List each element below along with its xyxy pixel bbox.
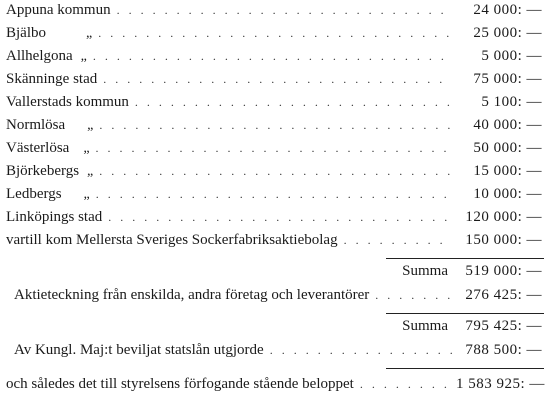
sum-amount: 519 000: — [465, 263, 542, 279]
ditto-mark: „ [80, 49, 87, 64]
dot-leader [270, 343, 452, 358]
entry-name: Aktieteckning från enskilda, andra företag och leverantörer [14, 287, 370, 303]
entry-amount: 15 000: — [473, 163, 542, 179]
entry-amount: 75 000: — [473, 71, 542, 87]
sum-label: Summa [402, 263, 448, 279]
entry-amount: 150 000: — [465, 232, 542, 248]
total-row [0, 376, 550, 396]
dot-leader [103, 72, 452, 87]
dot-leader [98, 26, 452, 41]
total-rule [386, 368, 544, 369]
dot-leader [360, 377, 452, 392]
total-label: och således det till styrelsens förfogande stående beloppet [6, 376, 354, 392]
sum-rule [386, 313, 544, 314]
entry-row [0, 117, 550, 137]
entry-name: Vallerstads kommun [6, 94, 129, 110]
dot-leader [96, 141, 452, 156]
entry-row [0, 342, 550, 362]
entry-amount: 10 000: — [473, 186, 542, 202]
entry-name: Västerlösa „ [6, 140, 90, 156]
sum-row [0, 318, 550, 338]
entry-amount: 120 000: — [465, 209, 542, 225]
entry-row [0, 163, 550, 183]
entry-row [0, 140, 550, 160]
dot-leader [135, 95, 452, 110]
entry-row [0, 209, 550, 229]
dot-leader [93, 49, 452, 64]
entry-name: Björkebergs „ [6, 163, 94, 179]
ditto-mark: „ [83, 187, 90, 202]
entry-row [0, 25, 550, 45]
entry-name: Av Kungl. Maj:t beviljat statslån utgjorde [14, 342, 264, 358]
entry-name: Bjälbo „ [6, 25, 93, 41]
entry-amount: 50 000: — [473, 140, 542, 156]
sum-label: Summa [402, 318, 448, 334]
dot-leader [99, 164, 452, 179]
entry-row [0, 71, 550, 91]
entry-amount: 5 000: — [481, 48, 542, 64]
sum-amount: 795 425: — [465, 318, 542, 334]
entry-row [0, 232, 550, 252]
dot-leader [108, 210, 452, 225]
entry-row [0, 48, 550, 68]
dot-leader [375, 288, 452, 303]
sum-row [0, 263, 550, 283]
entry-row [0, 287, 550, 307]
entry-amount: 788 500: — [465, 342, 542, 358]
entry-row [0, 186, 550, 206]
entry-amount: 40 000: — [473, 117, 542, 133]
entry-name: Allhelgona „ [6, 48, 87, 64]
entry-name: Linköpings stad [6, 209, 103, 225]
entry-amount: 24 000: — [473, 2, 542, 18]
entry-amount: 5 100: — [481, 94, 542, 110]
entry-amount: 25 000: — [473, 25, 542, 41]
entry-amount: 276 425: — [465, 287, 542, 303]
dot-leader [96, 187, 452, 202]
entry-name: vartill kom Mellersta Sveriges Sockerfabriksaktiebolag [6, 232, 338, 248]
ditto-mark: „ [87, 118, 94, 133]
ditto-mark: „ [83, 141, 90, 156]
sum-rule [386, 258, 544, 259]
entry-name: Normlösa „ [6, 117, 94, 133]
ditto-mark: „ [86, 26, 93, 41]
dot-leader [344, 233, 452, 248]
entry-row [0, 2, 550, 22]
entry-name: Appuna kommun [6, 2, 111, 18]
entry-name: Skänninge stad [6, 71, 98, 87]
entry-name: Ledbergs „ [6, 186, 90, 202]
dot-leader [117, 3, 452, 18]
total-amount: 1 583 925: — [456, 376, 545, 392]
dot-leader [99, 118, 452, 133]
entry-row [0, 94, 550, 114]
ditto-mark: „ [87, 164, 94, 179]
